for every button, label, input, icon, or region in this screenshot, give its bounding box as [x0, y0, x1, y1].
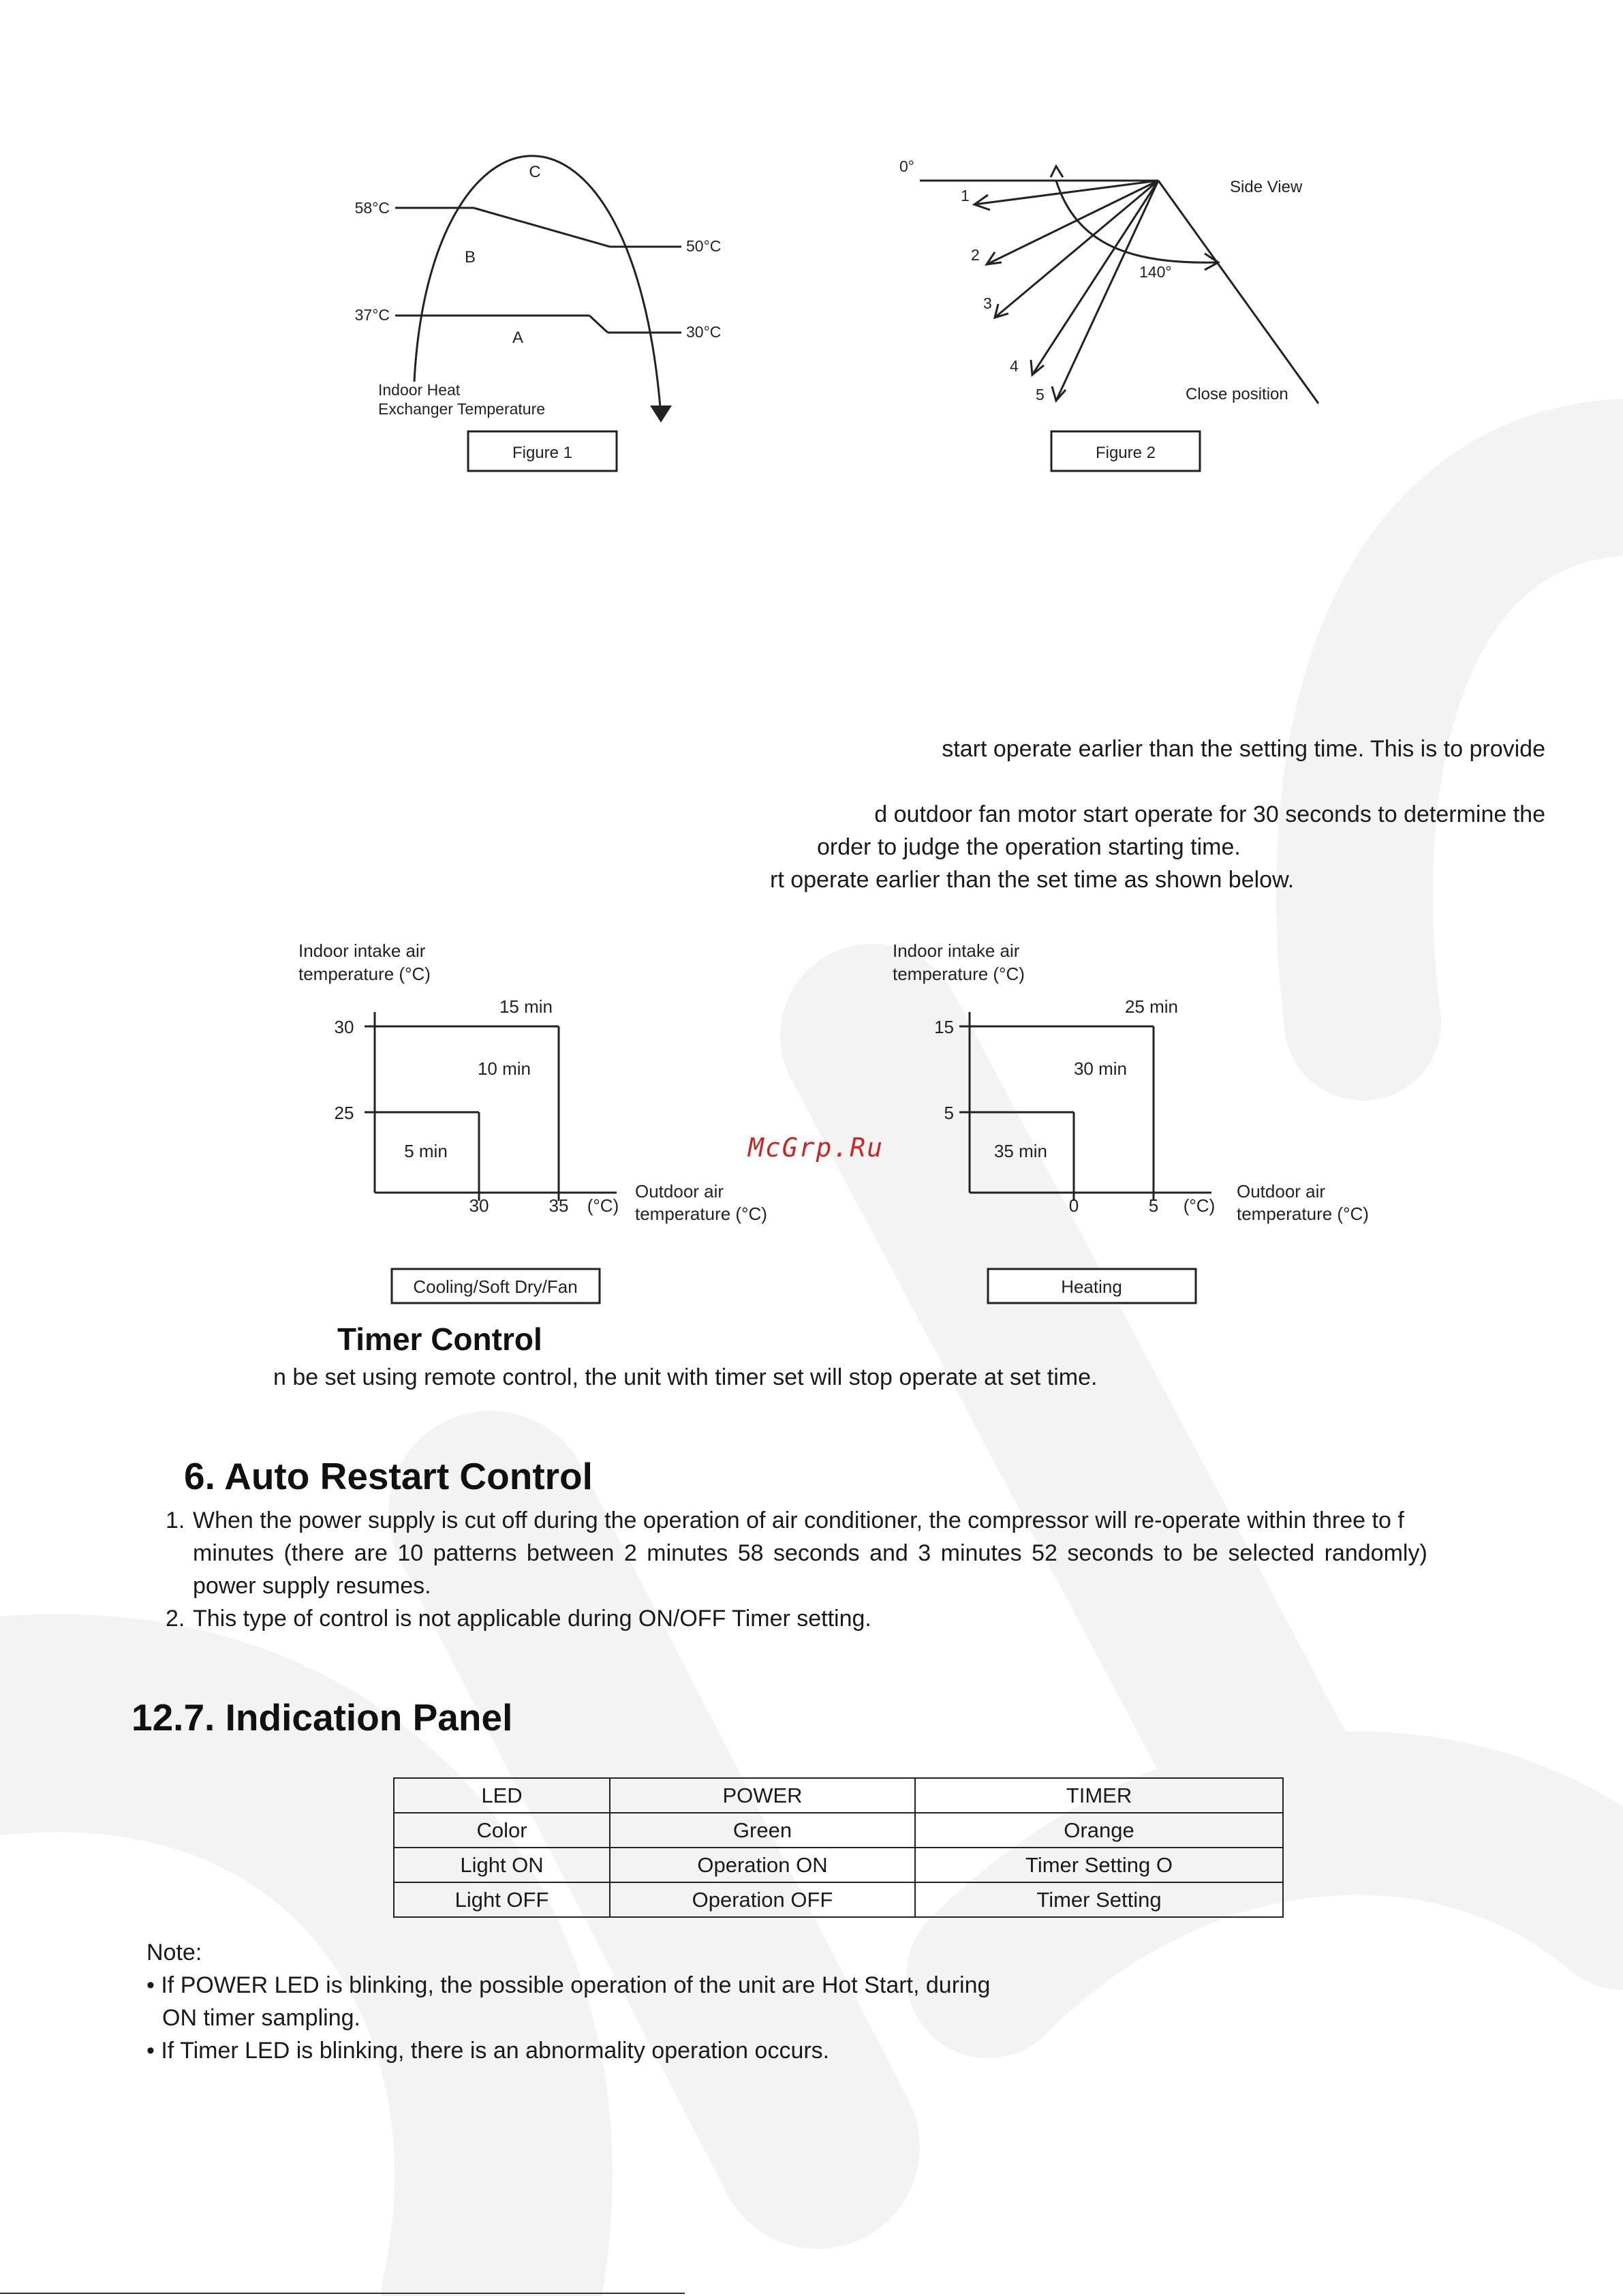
cooling-caption: Cooling/Soft Dry/Fan [413, 1276, 578, 1297]
auto-restart-item-2-text: This type of control is not applicable during ON/OFF Timer setting. [193, 1606, 871, 1632]
table-row [394, 1848, 1283, 1882]
cooling-xtick-30: 30 [469, 1195, 489, 1216]
curve-label-line2: Exchanger Temperature [378, 400, 546, 418]
cooling-x-unit: (°C) [587, 1195, 619, 1216]
table-cell: Timer Setting [915, 1882, 1283, 1917]
angle-140-label: 140° [1139, 263, 1172, 281]
cooling-zone-10min: 10 min [477, 1058, 531, 1079]
table-cell: Orange [915, 1813, 1283, 1848]
heating-ytick-5: 5 [944, 1103, 954, 1123]
position-5: 5 [1036, 386, 1045, 403]
led-indication-table [393, 1777, 1284, 1918]
position-2: 2 [971, 246, 980, 264]
side-view-label: Side View [1230, 178, 1303, 196]
position-1: 1 [961, 187, 970, 204]
indication-panel-heading: 12.7. Indication Panel [132, 1696, 513, 1739]
zone-b-label: B [464, 248, 476, 266]
intro-line-2: d outdoor fan motor start operate for 30 seconds to determine the [874, 801, 1545, 827]
heating-x-unit: (°C) [1183, 1195, 1216, 1216]
cooling-ytick-25: 25 [334, 1103, 354, 1123]
timer-control-text: n be set using remote control, the unit with timer set will stop operate at set time. [273, 1364, 1098, 1390]
intro-line-4: rt operate earlier than the set time as shown below. [770, 867, 1295, 893]
table-cell: Operation OFF [610, 1882, 915, 1917]
cooling-zone-5min: 5 min [404, 1141, 448, 1161]
auto-restart-item-2-num: 2. [166, 1606, 185, 1632]
label-50c: 50°C [686, 237, 722, 255]
figure-1-caption: Figure 1 [512, 444, 573, 462]
cooling-xlabel-line1: Outdoor air [635, 1181, 724, 1201]
figure-1-heat-exchanger-diagram [327, 116, 749, 484]
heating-zone-35min: 35 min [993, 1141, 1048, 1161]
table-cell: POWER [610, 1778, 915, 1813]
heating-timer-chart [879, 934, 1410, 1315]
cooling-timer-chart [286, 934, 818, 1315]
auto-restart-item-1-line3: power supply resumes. [193, 1573, 431, 1599]
auto-restart-heading: 6. Auto Restart Control [184, 1455, 593, 1497]
auto-restart-item-1-num: 1. [166, 1507, 185, 1533]
table-cell: Light ON [394, 1848, 610, 1882]
line-37c-to-30c [589, 316, 608, 333]
table-cell: TIMER [915, 1778, 1283, 1813]
label-58c: 58°C [354, 199, 390, 217]
heating-ytick-15: 15 [934, 1017, 954, 1037]
close-position-line [1158, 181, 1318, 403]
position-3: 3 [983, 294, 992, 312]
heating-caption: Heating [1061, 1276, 1122, 1297]
zone-c-label: C [529, 163, 541, 181]
figure-2-louver-angle-diagram [893, 150, 1335, 491]
label-30c: 30°C [686, 323, 722, 341]
timer-control-heading: Timer Control [337, 1321, 542, 1357]
heating-xlabel-line1: Outdoor air [1237, 1181, 1326, 1201]
intro-line-3: order to judge the operation starting time. [817, 834, 1241, 860]
heating-ylabel-line1: Indoor intake air [893, 940, 1020, 961]
auto-restart-item-1-line2: minutes (there are 10 patterns between 2 minutes 58 seconds and 3 minutes 52 seconds to be selected randomly) [193, 1540, 1427, 1566]
note-line-1: • If POWER LED is blinking, the possible operation of the unit are Hot Start, during [146, 1972, 991, 1998]
table-cell: Color [394, 1813, 610, 1848]
heating-zone-25min: 25 min [1124, 996, 1179, 1017]
cooling-zone-15min: 15 min [499, 996, 553, 1017]
position-4: 4 [1010, 357, 1019, 375]
table-row [394, 1882, 1283, 1917]
cooling-xlabel-line2: temperature (°C) [635, 1204, 767, 1224]
zone-a-label: A [512, 328, 524, 347]
intro-line-1: start operate earlier than the setting time. This is to provide [942, 736, 1545, 762]
table-cell: Green [610, 1813, 915, 1848]
table-row [394, 1778, 1283, 1813]
table-row [394, 1813, 1283, 1848]
table-cell: Operation ON [610, 1848, 915, 1882]
heating-ylabel-line2: temperature (°C) [893, 964, 1025, 984]
bottom-page-rule [0, 2293, 685, 2294]
note-title: Note: [146, 1940, 202, 1965]
figure-2-caption: Figure 2 [1095, 444, 1156, 462]
note-line-2: ON timer sampling. [162, 2005, 360, 2031]
table-cell: Timer Setting O [915, 1848, 1283, 1882]
curve-label-line1: Indoor Heat [378, 381, 461, 399]
note-line-3: • If Timer LED is blinking, there is an abnormality operation occurs. [146, 2038, 830, 2064]
table-cell: LED [394, 1778, 610, 1813]
temperature-curve [414, 156, 661, 416]
cooling-ytick-30: 30 [334, 1017, 354, 1037]
label-37c: 37°C [354, 306, 390, 324]
cooling-xtick-35: 35 [548, 1195, 569, 1216]
cooling-ylabel-line1: Indoor intake air [298, 940, 426, 961]
heating-zone-30min: 30 min [1073, 1058, 1128, 1079]
heating-xlabel-line2: temperature (°C) [1237, 1204, 1369, 1224]
table-cell: Light OFF [394, 1882, 610, 1917]
heating-xtick-0: 0 [1068, 1195, 1079, 1216]
site-watermark: McGrp.Ru [748, 1133, 884, 1163]
close-position-label: Close position [1186, 385, 1288, 403]
heating-xtick-5: 5 [1148, 1195, 1159, 1216]
line-58c-to-50c [474, 208, 610, 247]
angle-140-arc [1056, 181, 1218, 262]
auto-restart-item-1-line1: When the power supply is cut off during the operation of air conditioner, the compressor will re-operate within three to f [193, 1507, 1404, 1533]
cooling-ylabel-line2: temperature (°C) [298, 964, 431, 984]
angle-zero-label: 0° [899, 157, 914, 175]
curve-arrowhead [650, 405, 672, 423]
